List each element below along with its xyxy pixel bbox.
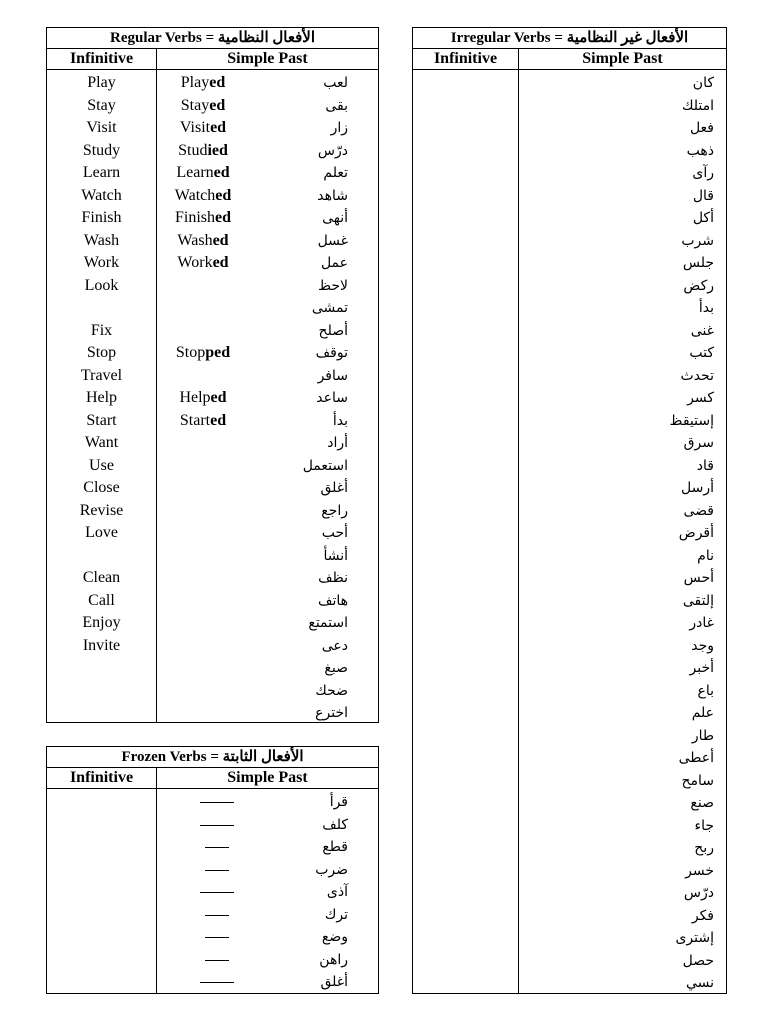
regular-infinitive-cell <box>47 297 156 320</box>
regular-infinitive-cell: Learn <box>82 164 121 181</box>
regular-past-form <box>157 387 249 410</box>
past-stem: Watch <box>174 186 216 204</box>
past-stem: Wash <box>177 231 213 249</box>
regular-past-row <box>157 230 378 253</box>
irregular-header-row <box>413 49 726 70</box>
irregular-past-row <box>519 815 726 838</box>
past-stem: Help <box>179 389 211 406</box>
frozen-dash-mark <box>205 915 229 916</box>
irregular-past-row <box>519 927 726 950</box>
irregular-past-row <box>519 657 726 680</box>
irregular-past-row <box>519 252 726 275</box>
regular-past-row <box>157 567 378 590</box>
regular-arabic-meaning: توقف <box>315 345 348 361</box>
irregular-arabic-meaning: أقرض <box>678 525 714 541</box>
regular-arabic-meaning: دعى <box>321 637 348 654</box>
irregular-body <box>413 70 726 993</box>
frozen-col-simple-past: Simple Past <box>227 769 308 786</box>
regular-past-row <box>157 185 378 208</box>
irregular-arabic-meaning: علم <box>691 705 714 721</box>
irregular-past-row <box>519 702 726 725</box>
regular-arabic-meaning: استعمل <box>302 457 348 474</box>
regular-past-form <box>157 342 249 365</box>
regular-past-form <box>157 162 249 185</box>
irregular-arabic-meaning: كسر <box>687 390 714 406</box>
regular-past-row <box>157 252 378 275</box>
irregular-past-row <box>519 500 726 523</box>
irregular-past-row <box>519 747 726 770</box>
frozen-header-row <box>47 768 378 789</box>
regular-infinitive-cell: Call <box>88 591 115 609</box>
irregular-arabic-meaning: قضى <box>683 502 714 519</box>
irregular-past-row <box>519 320 726 343</box>
past-suffix: ed <box>215 186 232 204</box>
irregular-past-row <box>519 860 726 883</box>
irregular-arabic-meaning: غادر <box>689 615 714 631</box>
past-stem: Start <box>179 411 211 429</box>
irregular-arabic-meaning: قاد <box>696 457 714 474</box>
regular-arabic-meaning: شاهد <box>317 187 348 204</box>
irregular-arabic-meaning: سامح <box>681 772 714 789</box>
irregular-arabic-meaning: طار <box>691 727 714 744</box>
past-suffix: ed <box>215 209 231 226</box>
irregular-arabic-meaning: درّس <box>683 885 714 901</box>
regular-infinitive-cell: Help <box>85 389 118 406</box>
past-suffix: ed <box>210 389 227 406</box>
irregular-past-row <box>519 117 726 140</box>
regular-header-row <box>47 49 378 70</box>
regular-infinitive-cell: Look <box>84 276 119 294</box>
irregular-past-row <box>519 410 726 433</box>
irregular-past-row <box>519 185 726 208</box>
regular-arabic-meaning: أنشأ <box>323 547 348 564</box>
past-stem: Stay <box>180 96 210 114</box>
regular-past-row <box>157 635 378 658</box>
irregular-past-row <box>519 432 726 455</box>
regular-past-row <box>157 387 378 410</box>
regular-past-row <box>157 680 378 703</box>
past-stem: Play <box>180 74 210 91</box>
regular-infinitive-cell: Watch <box>81 186 122 204</box>
irregular-arabic-meaning: رآى <box>692 165 714 181</box>
regular-simple-past-column <box>157 70 378 722</box>
regular-infinitive-cell <box>47 702 156 725</box>
irregular-past-row <box>519 387 726 410</box>
regular-arabic-meaning: أراد <box>327 435 348 451</box>
irregular-past-row <box>519 207 726 230</box>
regular-arabic-meaning: لعب <box>323 75 348 91</box>
regular-past-row <box>157 365 378 388</box>
regular-past-row <box>157 410 378 433</box>
irregular-arabic-meaning: باع <box>697 682 714 699</box>
frozen-dash-mark <box>205 960 229 961</box>
irregular-arabic-meaning: جاء <box>694 817 714 834</box>
regular-arabic-meaning: زار <box>330 120 348 136</box>
irregular-past-row <box>519 905 726 928</box>
regular-past-row <box>157 140 378 163</box>
regular-verbs-table <box>46 27 379 723</box>
frozen-arabic-meaning: ضرب <box>315 861 348 878</box>
regular-past-row <box>157 590 378 613</box>
frozen-dash-mark <box>200 825 234 826</box>
regular-past-row <box>157 702 378 725</box>
regular-infinitive-cell: Start <box>86 411 117 429</box>
irregular-past-row <box>519 725 726 748</box>
irregular-col-infinitive: Infinitive <box>413 49 519 69</box>
regular-past-row <box>157 320 378 343</box>
frozen-dash-mark <box>205 870 229 871</box>
irregular-arabic-meaning: شرب <box>681 232 714 249</box>
regular-arabic-meaning: سافر <box>317 367 348 384</box>
regular-past-row <box>157 117 378 140</box>
regular-infinitive-cell <box>47 680 156 703</box>
regular-arabic-meaning: نظف <box>318 570 348 586</box>
regular-past-row <box>157 275 378 298</box>
regular-infinitive-cell: Visit <box>86 119 117 136</box>
irregular-arabic-meaning: أعطى <box>678 750 714 766</box>
frozen-past-row <box>157 791 378 814</box>
regular-col-infinitive: Infinitive <box>47 49 157 69</box>
past-stem: Stud <box>178 141 208 159</box>
regular-infinitive-cell: Wash <box>83 231 120 249</box>
frozen-infinitive-column <box>47 789 157 993</box>
past-suffix: ed <box>213 164 230 181</box>
irregular-past-row <box>519 950 726 973</box>
irregular-past-row <box>519 590 726 613</box>
irregular-arabic-meaning: وجد <box>691 637 714 654</box>
regular-arabic-meaning: بقى <box>325 97 348 114</box>
irregular-arabic-meaning: كتب <box>689 345 714 361</box>
irregular-past-row <box>519 792 726 815</box>
regular-infinitive-column <box>47 70 157 722</box>
irregular-past-row <box>519 770 726 793</box>
regular-infinitive-cell: Use <box>89 456 114 474</box>
regular-infinitive-cell: Want <box>84 434 119 451</box>
regular-infinitive-cell: Invite <box>82 636 121 654</box>
irregular-past-row <box>519 522 726 545</box>
regular-past-row <box>157 477 378 500</box>
regular-arabic-meaning: أنهى <box>322 210 348 226</box>
frozen-past-row <box>157 949 378 972</box>
irregular-verbs-title: Irregular Verbs = الأفعال غير النظامية <box>413 28 726 49</box>
regular-infinitive-cell: Love <box>85 524 118 541</box>
past-stem: Work <box>177 254 213 271</box>
irregular-past-row <box>519 680 726 703</box>
irregular-past-row <box>519 837 726 860</box>
irregular-verbs-table <box>412 27 727 994</box>
frozen-body <box>47 789 378 993</box>
irregular-past-row <box>519 612 726 635</box>
frozen-past-row <box>157 814 378 837</box>
past-suffix: ed <box>210 119 227 136</box>
frozen-past-row <box>157 971 378 994</box>
irregular-past-row <box>519 545 726 568</box>
regular-col-simple-past: Simple Past <box>227 50 308 67</box>
frozen-dash-mark <box>200 892 234 893</box>
irregular-arabic-meaning: تحدث <box>680 367 714 384</box>
regular-infinitive-cell: Fix <box>90 321 113 339</box>
regular-arabic-meaning: درّس <box>317 142 348 159</box>
regular-infinitive-cell: Clean <box>82 569 121 586</box>
irregular-past-row <box>519 275 726 298</box>
irregular-arabic-meaning: غنى <box>690 322 714 339</box>
past-suffix: ped <box>205 344 231 361</box>
regular-arabic-meaning: عمل <box>320 255 348 271</box>
regular-past-row <box>157 612 378 635</box>
irregular-past-row <box>519 455 726 478</box>
regular-past-form <box>157 252 249 275</box>
regular-arabic-meaning: أحب <box>321 525 348 541</box>
frozen-dash-mark <box>205 937 229 938</box>
irregular-arabic-meaning: خسر <box>685 862 714 879</box>
regular-past-form <box>157 117 249 140</box>
regular-arabic-meaning: بدأ <box>332 412 348 429</box>
frozen-verbs-table <box>46 746 379 994</box>
past-suffix: ed <box>209 74 226 91</box>
regular-past-row <box>157 545 378 568</box>
frozen-simple-past-column <box>157 789 378 993</box>
irregular-infinitive-column <box>413 70 519 993</box>
past-stem: Learn <box>176 164 214 181</box>
regular-past-row <box>157 455 378 478</box>
regular-past-form <box>157 95 249 118</box>
past-stem: Finish <box>174 209 215 226</box>
regular-past-row <box>157 207 378 230</box>
regular-infinitive-cell: Enjoy <box>82 614 121 631</box>
regular-past-row <box>157 522 378 545</box>
irregular-past-row <box>519 162 726 185</box>
frozen-past-row <box>157 836 378 859</box>
irregular-arabic-meaning: ذهب <box>686 142 714 159</box>
regular-past-row <box>157 657 378 680</box>
irregular-past-row <box>519 230 726 253</box>
irregular-arabic-meaning: امتلك <box>681 97 714 114</box>
past-suffix: ed <box>210 411 227 429</box>
regular-arabic-meaning: صبغ <box>324 660 348 676</box>
irregular-arabic-meaning: قال <box>692 187 714 204</box>
regular-past-form <box>157 230 249 253</box>
frozen-verbs-title: Frozen Verbs = الأفعال الثابتة <box>47 747 378 768</box>
regular-past-row <box>157 162 378 185</box>
regular-past-row <box>157 72 378 95</box>
irregular-past-row <box>519 477 726 500</box>
past-stem: Visit <box>179 119 211 136</box>
frozen-arabic-meaning: قطع <box>322 839 348 855</box>
regular-past-row <box>157 432 378 455</box>
regular-infinitive-cell: Revise <box>79 501 124 519</box>
irregular-past-row <box>519 342 726 365</box>
irregular-arabic-meaning: نسي <box>685 975 714 991</box>
regular-arabic-meaning: تمشى <box>311 300 348 316</box>
regular-past-form <box>157 410 249 433</box>
irregular-past-row <box>519 635 726 658</box>
regular-infinitive-cell: Travel <box>80 366 123 384</box>
regular-arabic-meaning: لاحظ <box>318 277 348 294</box>
past-suffix: ied <box>207 141 228 159</box>
frozen-past-row <box>157 859 378 882</box>
regular-body <box>47 70 378 722</box>
past-suffix: ed <box>212 231 229 249</box>
irregular-past-row <box>519 297 726 320</box>
irregular-past-row <box>519 140 726 163</box>
irregular-past-row <box>519 72 726 95</box>
irregular-col-simple-past: Simple Past <box>582 50 663 67</box>
frozen-col-infinitive: Infinitive <box>47 768 157 788</box>
irregular-arabic-meaning: أحس <box>683 570 714 586</box>
regular-infinitive-cell: Study <box>82 141 121 159</box>
regular-past-form <box>157 72 249 95</box>
frozen-dash-mark <box>200 982 234 983</box>
irregular-arabic-meaning: فعل <box>689 120 714 136</box>
regular-arabic-meaning: غسل <box>317 232 348 249</box>
irregular-arabic-meaning: نام <box>697 547 714 564</box>
past-stem: Stop <box>175 344 206 361</box>
regular-arabic-meaning: راجع <box>321 502 348 519</box>
irregular-past-row <box>519 972 726 995</box>
irregular-past-row <box>519 365 726 388</box>
frozen-past-row <box>157 926 378 949</box>
regular-infinitive-cell: Stay <box>87 96 116 114</box>
irregular-arabic-meaning: ربح <box>694 840 714 856</box>
past-suffix: ed <box>209 96 226 114</box>
regular-infinitive-cell: Close <box>83 479 120 496</box>
irregular-arabic-meaning: بدأ <box>698 300 714 316</box>
frozen-arabic-meaning: أغلق <box>320 974 348 990</box>
regular-infinitive-cell <box>47 545 156 568</box>
regular-past-row <box>157 95 378 118</box>
irregular-arabic-meaning: أكل <box>692 210 714 226</box>
regular-arabic-meaning: اخترع <box>315 705 348 721</box>
frozen-arabic-meaning: كلف <box>322 816 348 833</box>
regular-past-row <box>157 500 378 523</box>
irregular-arabic-meaning: ركض <box>683 277 714 294</box>
frozen-dash-mark <box>200 802 234 803</box>
regular-arabic-meaning: ضحك <box>315 682 348 699</box>
regular-arabic-meaning: تعلم <box>323 165 348 181</box>
regular-arabic-meaning: أصلح <box>318 322 348 339</box>
irregular-past-row <box>519 95 726 118</box>
frozen-past-row <box>157 881 378 904</box>
frozen-dash-mark <box>205 847 229 848</box>
frozen-arabic-meaning: ترك <box>324 906 348 923</box>
irregular-arabic-meaning: فكر <box>691 907 714 924</box>
regular-past-row <box>157 297 378 320</box>
regular-past-form <box>157 140 249 163</box>
irregular-arabic-meaning: أرسل <box>681 480 714 496</box>
regular-arabic-meaning: هاتف <box>317 592 348 609</box>
regular-infinitive-cell: Work <box>83 254 120 271</box>
irregular-arabic-meaning: جلس <box>682 255 714 271</box>
frozen-arabic-meaning: آذى <box>326 884 348 900</box>
irregular-arabic-meaning: إشترى <box>675 930 714 946</box>
regular-arabic-meaning: أغلق <box>320 480 348 496</box>
irregular-arabic-meaning: حصل <box>682 952 714 969</box>
irregular-past-row <box>519 882 726 905</box>
past-suffix: ed <box>212 254 229 271</box>
regular-arabic-meaning: استمتع <box>308 615 348 631</box>
irregular-past-row <box>519 567 726 590</box>
regular-infinitive-cell: Finish <box>81 209 122 226</box>
regular-past-form <box>157 207 249 230</box>
irregular-arabic-meaning: أخبر <box>689 660 714 676</box>
irregular-arabic-meaning: سرق <box>683 435 714 451</box>
irregular-simple-past-column <box>519 70 726 993</box>
irregular-arabic-meaning: كان <box>692 75 714 91</box>
frozen-arabic-meaning: وضع <box>321 929 348 945</box>
frozen-arabic-meaning: قرأ <box>329 794 348 810</box>
regular-arabic-meaning: ساعد <box>316 390 348 406</box>
regular-past-form <box>157 185 249 208</box>
regular-past-row <box>157 342 378 365</box>
frozen-arabic-meaning: راهن <box>319 951 348 968</box>
irregular-arabic-meaning: صنع <box>690 795 714 811</box>
irregular-arabic-meaning: إستيقظ <box>669 412 714 429</box>
regular-verbs-title: Regular Verbs = الأفعال النظامية <box>47 28 378 49</box>
regular-infinitive-cell <box>47 657 156 680</box>
frozen-past-row <box>157 904 378 927</box>
regular-infinitive-cell: Play <box>87 74 116 91</box>
regular-infinitive-cell: Stop <box>86 344 117 361</box>
irregular-arabic-meaning: إلتقى <box>682 592 714 609</box>
